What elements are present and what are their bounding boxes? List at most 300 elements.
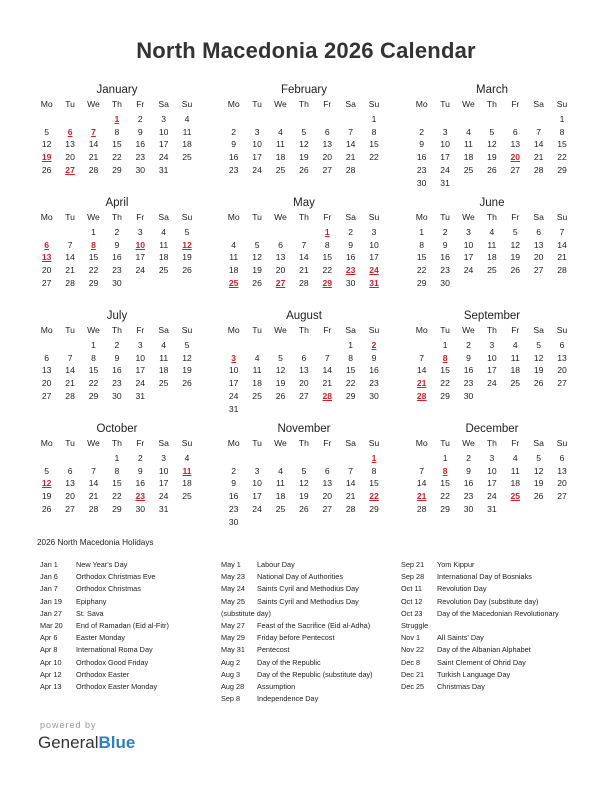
weekday-label: Mo (40, 438, 53, 448)
day-cell: 14 (345, 478, 356, 489)
weekday-label: Fr (511, 438, 520, 448)
empty-day-cell (504, 503, 527, 516)
day-cell: 2 (231, 465, 237, 476)
weekday-label: We (87, 325, 100, 335)
day-cell: 4 (489, 226, 495, 237)
weekday-label: Sa (533, 325, 544, 335)
day-cell: 4 (466, 126, 471, 137)
week-row (35, 277, 199, 290)
day-cell: 24 (487, 491, 497, 502)
day-cell: 14 (322, 365, 333, 376)
day-cell: 24 (487, 378, 497, 389)
holiday-date: May 27 (221, 620, 245, 630)
day-cell: 30 (135, 164, 146, 175)
day-cell: 9 (114, 239, 120, 250)
day-cell: 5 (536, 339, 542, 350)
holiday-entry (401, 632, 559, 644)
day-cell: 5 (44, 465, 50, 476)
day-cell: 13 (510, 139, 521, 150)
weekday-header (410, 98, 574, 113)
holiday-day-cell: 28 (322, 390, 333, 401)
day-cell: 6 (536, 226, 542, 237)
day-cell: 15 (440, 365, 450, 376)
day-cell: 8 (371, 126, 377, 137)
empty-day-cell (504, 390, 527, 403)
day-cell: 27 (322, 503, 333, 514)
holiday-date: May 25 (221, 596, 245, 606)
weekday-label: Sa (533, 99, 544, 109)
day-cell: 7 (301, 239, 307, 250)
day-cell: 21 (322, 378, 333, 389)
weekday-label: Su (368, 212, 380, 222)
day-cell: 18 (275, 491, 286, 502)
holiday-entry (401, 559, 559, 571)
holiday-entry (221, 693, 373, 705)
weekday-header (222, 324, 386, 339)
weekday-label: Sa (345, 325, 356, 335)
day-cell: 21 (533, 152, 544, 163)
day-cell: 18 (463, 152, 474, 163)
week-row (35, 465, 199, 478)
empty-day-cell (527, 113, 550, 126)
holiday-date: Jan 1 (40, 560, 58, 569)
day-cell: 28 (345, 503, 356, 514)
week-row (222, 377, 386, 390)
day-cell: 6 (278, 239, 283, 250)
empty-day-cell (504, 113, 527, 126)
week-row (410, 126, 574, 139)
day-cell: 7 (419, 352, 425, 363)
day-cell: 23 (463, 491, 474, 502)
holiday-name: Turkish Language Day (437, 669, 511, 679)
week-row (410, 390, 574, 403)
month-october (35, 421, 199, 516)
day-cell: 22 (345, 378, 356, 389)
day-cell: 18 (158, 252, 169, 263)
day-cell: 27 (533, 265, 544, 276)
day-cell: 20 (299, 378, 309, 389)
weekday-label: Mo (227, 325, 240, 335)
empty-day-cell (362, 403, 385, 416)
month-december (410, 421, 574, 516)
weekday-label: Su (181, 438, 193, 448)
day-cell: 16 (463, 478, 474, 489)
day-cell: 28 (533, 164, 544, 175)
day-cell: 14 (88, 478, 99, 489)
day-cell: 1 (559, 113, 565, 124)
holidays-title: 2026 North Macedonia Holidays (37, 538, 154, 547)
holiday-name: Day of the Albanian Alphabet (437, 645, 531, 655)
day-cell: 26 (252, 277, 262, 288)
day-cell: 23 (369, 378, 379, 389)
weekday-label: Fr (136, 212, 145, 222)
day-cell: 13 (557, 352, 567, 363)
month-november (222, 421, 386, 529)
day-cell: 5 (184, 226, 190, 237)
empty-day-cell (550, 503, 573, 516)
holiday-date: Aug 2 (221, 657, 241, 667)
holiday-day-cell: 1 (324, 226, 330, 237)
week-row (410, 352, 574, 365)
day-cell: 8 (91, 352, 96, 363)
day-cell: 27 (557, 491, 567, 502)
day-cell: 20 (557, 365, 567, 376)
day-cell: 3 (371, 226, 377, 237)
holiday-entry (401, 657, 559, 669)
day-cell: 24 (158, 491, 169, 502)
day-cell: 9 (137, 465, 143, 476)
empty-day-cell (35, 452, 58, 465)
day-cell: 7 (348, 465, 354, 476)
day-cell: 31 (135, 390, 146, 401)
holiday-entry (221, 657, 373, 669)
holiday-date: May 1 (221, 560, 241, 569)
day-cell: 3 (254, 465, 260, 476)
day-cell: 24 (252, 164, 262, 175)
day-cell: 7 (419, 465, 425, 476)
holiday-entry (221, 669, 373, 681)
week-row (410, 490, 574, 503)
day-cell: 7 (324, 352, 330, 363)
empty-day-cell (457, 177, 480, 190)
day-cell: 29 (88, 390, 99, 401)
day-cell: 3 (137, 226, 143, 237)
day-cell: 7 (67, 239, 73, 250)
weekday-label: Sa (533, 212, 544, 222)
empty-day-cell (222, 452, 245, 465)
holiday-day-cell: 2 (371, 339, 377, 350)
day-cell: 11 (229, 252, 239, 263)
day-cell: 12 (299, 478, 309, 489)
day-cell: 2 (114, 226, 120, 237)
week-row (222, 164, 386, 177)
day-cell: 15 (88, 365, 99, 376)
holiday-entry (221, 681, 373, 693)
day-cell: 21 (299, 265, 309, 276)
empty-day-cell (480, 390, 503, 403)
day-cell: 20 (41, 378, 52, 389)
day-cell: 5 (536, 452, 542, 463)
weekday-label: Mo (415, 99, 428, 109)
day-cell: 27 (41, 277, 52, 288)
day-cell: 16 (440, 252, 450, 263)
day-cell: 20 (41, 265, 52, 276)
day-cell: 12 (533, 465, 544, 476)
day-cell: 10 (440, 139, 450, 150)
holiday-day-cell: 24 (369, 265, 379, 276)
day-cell: 6 (559, 452, 565, 463)
day-cell: 5 (301, 465, 307, 476)
weekday-label: Mo (40, 212, 53, 222)
day-cell: 13 (322, 478, 333, 489)
weekday-label: Sa (345, 212, 356, 222)
empty-day-cell (175, 503, 198, 516)
empty-day-cell (339, 516, 362, 529)
day-cell: 26 (41, 503, 52, 514)
day-cell: 15 (112, 478, 122, 489)
week-row (35, 452, 199, 465)
weekday-label: Su (368, 99, 380, 109)
day-cell: 22 (440, 491, 450, 502)
holiday-date: Apr 12 (40, 669, 62, 679)
holiday-name: International Day of Bosniaks (437, 572, 532, 582)
day-cell: 14 (416, 478, 427, 489)
weekday-label: Tu (252, 212, 262, 222)
weekday-label: Mo (227, 99, 240, 109)
empty-day-cell (245, 113, 268, 126)
empty-day-cell (527, 390, 550, 403)
weekday-label: We (274, 438, 287, 448)
weekday-label: Th (486, 212, 497, 222)
weekday-label: Mo (415, 212, 428, 222)
day-cell: 24 (228, 390, 239, 401)
weekday-label: Su (181, 212, 193, 222)
day-cell: 18 (182, 139, 192, 150)
month-september (410, 308, 574, 403)
holiday-day-cell: 25 (510, 491, 521, 502)
day-cell: 30 (463, 503, 474, 514)
holiday-entry (221, 644, 373, 656)
weekday-label: We (462, 438, 475, 448)
day-cell: 2 (442, 226, 448, 237)
holiday-date: May 23 (221, 572, 245, 582)
empty-day-cell (504, 277, 527, 290)
holiday-day-cell: 29 (322, 277, 333, 288)
holiday-name: Saints Cyril and Methodius Day (257, 584, 359, 594)
day-cell: 16 (135, 478, 146, 489)
weekday-header (410, 324, 574, 339)
week-row (222, 226, 386, 239)
day-cell: 12 (252, 252, 262, 263)
week-row (222, 352, 386, 365)
day-cell: 5 (44, 126, 50, 137)
weekday-header (35, 211, 199, 226)
day-cell: 23 (112, 265, 122, 276)
day-cell: 29 (557, 164, 567, 175)
day-cell: 25 (158, 378, 169, 389)
empty-day-cell (550, 177, 573, 190)
holiday-date: Jan 27 (40, 608, 62, 618)
holiday-name: Independence Day (257, 694, 319, 704)
day-cell: 22 (88, 265, 99, 276)
day-cell: 10 (463, 239, 474, 250)
week-row (222, 390, 386, 403)
day-cell: 30 (112, 390, 122, 401)
day-cell: 8 (114, 465, 120, 476)
holiday-name: Revolution Day (substitute day) (437, 596, 539, 606)
week-row (35, 251, 199, 264)
weekday-label: Tu (440, 325, 450, 335)
day-cell: 12 (533, 352, 544, 363)
month-name: October (96, 423, 138, 435)
day-cell: 1 (371, 113, 377, 124)
week-row (410, 151, 574, 164)
weekday-label: Sa (158, 325, 169, 335)
weekday-label: Su (556, 325, 568, 335)
weekday-label: Sa (158, 212, 169, 222)
empty-day-cell (245, 452, 268, 465)
holiday-day-cell: 6 (67, 126, 73, 137)
holiday-day-cell: 10 (135, 239, 146, 250)
month-may (222, 195, 386, 290)
day-cell: 1 (114, 452, 120, 463)
day-cell: 23 (135, 152, 146, 163)
day-cell: 19 (275, 378, 286, 389)
generalblue-logo[interactable] (38, 733, 135, 753)
weekday-label: Fr (323, 212, 332, 222)
week-row (410, 364, 574, 377)
holiday-entry (40, 669, 169, 681)
holiday-entry (40, 644, 169, 656)
day-cell: 2 (466, 339, 471, 350)
holiday-day-cell: 20 (510, 152, 521, 163)
day-cell: 16 (345, 252, 356, 263)
month-name: July (106, 310, 128, 322)
day-cell: 14 (65, 365, 75, 376)
day-cell: 1 (419, 226, 425, 237)
day-cell: 4 (161, 339, 167, 350)
empty-day-cell (316, 113, 339, 126)
holiday-entry (401, 583, 559, 595)
day-cell: 19 (41, 491, 52, 502)
holiday-entry (221, 583, 373, 595)
day-cell: 30 (416, 177, 427, 188)
day-cell: 13 (65, 139, 75, 150)
empty-day-cell (292, 113, 315, 126)
day-cell: 10 (158, 126, 169, 137)
day-cell: 28 (416, 503, 427, 514)
day-cell: 31 (158, 164, 169, 175)
day-cell: 3 (254, 126, 260, 137)
holiday-name: International Roma Day (76, 645, 153, 655)
day-cell: 12 (182, 352, 192, 363)
empty-day-cell (222, 339, 245, 352)
day-cell: 28 (88, 503, 99, 514)
logo-text-general: General (38, 733, 99, 752)
day-cell: 4 (254, 352, 260, 363)
day-cell: 25 (463, 164, 474, 175)
day-cell: 17 (158, 139, 169, 150)
holiday-day-cell: 25 (228, 277, 239, 288)
weekday-header (222, 98, 386, 113)
holiday-day-cell: 12 (41, 478, 52, 489)
day-cell: 13 (275, 252, 286, 263)
day-cell: 22 (322, 265, 333, 276)
week-row (222, 251, 386, 264)
weekday-header (222, 211, 386, 226)
day-cell: 18 (158, 365, 169, 376)
holiday-day-cell: 27 (65, 164, 75, 175)
day-cell: 24 (440, 164, 450, 175)
day-cell: 30 (463, 390, 474, 401)
holiday-entry (221, 559, 373, 571)
holiday-name: Day of the Republic (257, 657, 321, 667)
empty-day-cell (175, 277, 198, 290)
day-cell: 23 (228, 164, 239, 175)
day-cell: 3 (161, 113, 167, 124)
day-cell: 25 (158, 265, 169, 276)
holiday-name: Revolution Day (437, 584, 487, 594)
month-july (35, 308, 199, 403)
holiday-name: Pentecost (257, 645, 290, 655)
weekday-label: Mo (227, 438, 240, 448)
week-row (35, 364, 199, 377)
day-cell: 19 (252, 265, 262, 276)
day-cell: 18 (275, 152, 286, 163)
week-row (410, 164, 574, 177)
day-cell: 26 (299, 503, 309, 514)
holiday-column (401, 559, 559, 693)
day-cell: 9 (231, 478, 237, 489)
weekday-label: We (274, 325, 287, 335)
day-cell: 17 (463, 252, 474, 263)
holiday-day-cell: 3 (231, 352, 237, 363)
empty-day-cell (269, 339, 292, 352)
day-cell: 16 (228, 152, 239, 163)
holiday-entry (40, 559, 169, 571)
weekday-label: Th (111, 325, 122, 335)
holiday-name: Easter Monday (76, 633, 126, 643)
weekday-label: Fr (323, 438, 332, 448)
empty-day-cell (35, 339, 58, 352)
day-cell: 17 (158, 478, 169, 489)
weekday-header (410, 211, 574, 226)
holiday-name-continued: (substitute day) (221, 608, 271, 618)
day-cell: 25 (510, 378, 521, 389)
empty-day-cell (152, 390, 175, 403)
holiday-date: Mar 20 (40, 620, 63, 630)
weekday-label: Tu (440, 212, 450, 222)
holiday-date: May 24 (221, 584, 245, 594)
day-cell: 7 (348, 126, 354, 137)
holiday-day-cell: 31 (369, 277, 379, 288)
empty-day-cell (339, 403, 362, 416)
day-cell: 24 (463, 265, 474, 276)
day-cell: 10 (252, 139, 262, 150)
weekday-label: Th (486, 438, 497, 448)
day-cell: 22 (112, 152, 122, 163)
holiday-date: Oct 11 (401, 584, 422, 594)
weekday-label: Fr (511, 99, 520, 109)
holiday-date: Sep 21 (401, 560, 425, 569)
day-cell: 10 (252, 478, 262, 489)
week-row (35, 226, 199, 239)
logo-text-blue: Blue (98, 733, 136, 752)
day-cell: 19 (299, 152, 309, 163)
day-cell: 22 (88, 378, 99, 389)
empty-day-cell (504, 177, 527, 190)
week-row (222, 151, 386, 164)
weekday-label: Tu (65, 212, 75, 222)
day-cell: 11 (510, 465, 520, 476)
day-cell: 21 (65, 265, 75, 276)
holiday-name: National Day of Authorities (257, 572, 343, 582)
holiday-day-cell: 1 (371, 452, 377, 463)
holiday-day-cell: 7 (91, 126, 96, 137)
day-cell: 15 (557, 139, 567, 150)
empty-day-cell (245, 516, 268, 529)
week-row (35, 164, 199, 177)
day-cell: 8 (559, 126, 565, 137)
day-cell: 11 (252, 365, 262, 376)
week-row (222, 364, 386, 377)
day-cell: 19 (533, 478, 544, 489)
day-cell: 1 (442, 339, 448, 350)
holiday-entry (401, 681, 559, 693)
day-cell: 4 (278, 126, 283, 137)
day-cell: 17 (252, 152, 262, 163)
day-cell: 24 (158, 152, 169, 163)
